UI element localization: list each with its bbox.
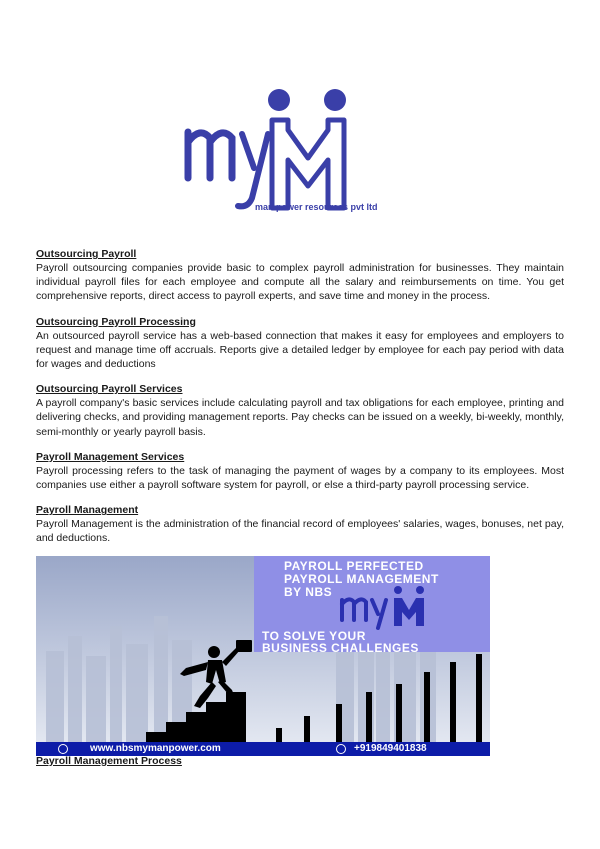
section-heading: Outsourcing Payroll Services — [36, 383, 183, 396]
logo-caption: man power resources pvt ltd — [255, 202, 378, 212]
section-heading: Payroll Management Services — [36, 450, 185, 463]
section-text: An outsourced payroll service has a web-based connection that makes it easy for employees and employers to request and manage time off accruals. Reports give a detailed ledger by employee for each pay period with data for wages and deductions — [36, 329, 564, 371]
section-heading: Outsourcing Payroll — [36, 248, 137, 260]
banner-contact-bar — [36, 742, 490, 756]
banner-tagline-2: BUSINESS CHALLENGES — [262, 641, 419, 655]
banner-headline-1: PAYROLL PERFECTED — [284, 559, 424, 573]
section-text: Payroll outsourcing companies provide basic to complex payroll administration for businesses. They maintain individual payroll files for each employee and compute all the salary and reimbursements on time. You get comprehensive reports, direct access to payroll experts, and save time and money in the process. — [36, 262, 564, 303]
mym-logo-mark — [180, 80, 380, 220]
section-text: Payroll processing refers to the task of managing the payment of wages by a company to its employees. Most companies use either a payroll software system for payroll, or else a third-party payroll processing service. — [36, 464, 564, 492]
section-text: A payroll company's basic services include calculating payroll and tax obligations for each employee, printing and delivering checks, and providing management reports. Pay checks can be issued on a weekly, bi-weekly, monthly, semi-monthly or yearly payroll basis. — [36, 397, 564, 438]
section-outsourcing-payroll-processing — [36, 315, 564, 372]
section-text: Payroll Management is the administration of the financial record of employees' salaries, wages, bonuses, net pay, and deductions. — [36, 518, 564, 545]
phone-icon — [336, 744, 346, 754]
website-url[interactable]: www.nbsmymanpower.com — [90, 743, 221, 754]
section-payroll-management — [36, 503, 564, 545]
article-body — [36, 247, 564, 557]
banner-headline-2: PAYROLL MANAGEMENT — [284, 572, 439, 586]
section-heading: Payroll Management — [36, 504, 139, 517]
section-outsourcing-payroll-services — [36, 382, 564, 439]
company-logo — [180, 80, 380, 220]
banner-tagline-1: TO SOLVE YOUR — [262, 629, 366, 643]
phone-number[interactable]: +919849401838 — [354, 743, 427, 754]
promo-banner — [36, 556, 490, 756]
section-heading: Outsourcing Payroll Processing — [36, 315, 196, 328]
banner-artwork — [36, 556, 490, 756]
section-outsourcing-payroll — [36, 247, 564, 304]
section-heading-payroll-management-process: Payroll Management Process — [36, 755, 182, 767]
banner-headline-3: BY NBS — [284, 585, 333, 599]
section-payroll-management-services — [36, 450, 564, 492]
globe-icon — [58, 744, 68, 754]
